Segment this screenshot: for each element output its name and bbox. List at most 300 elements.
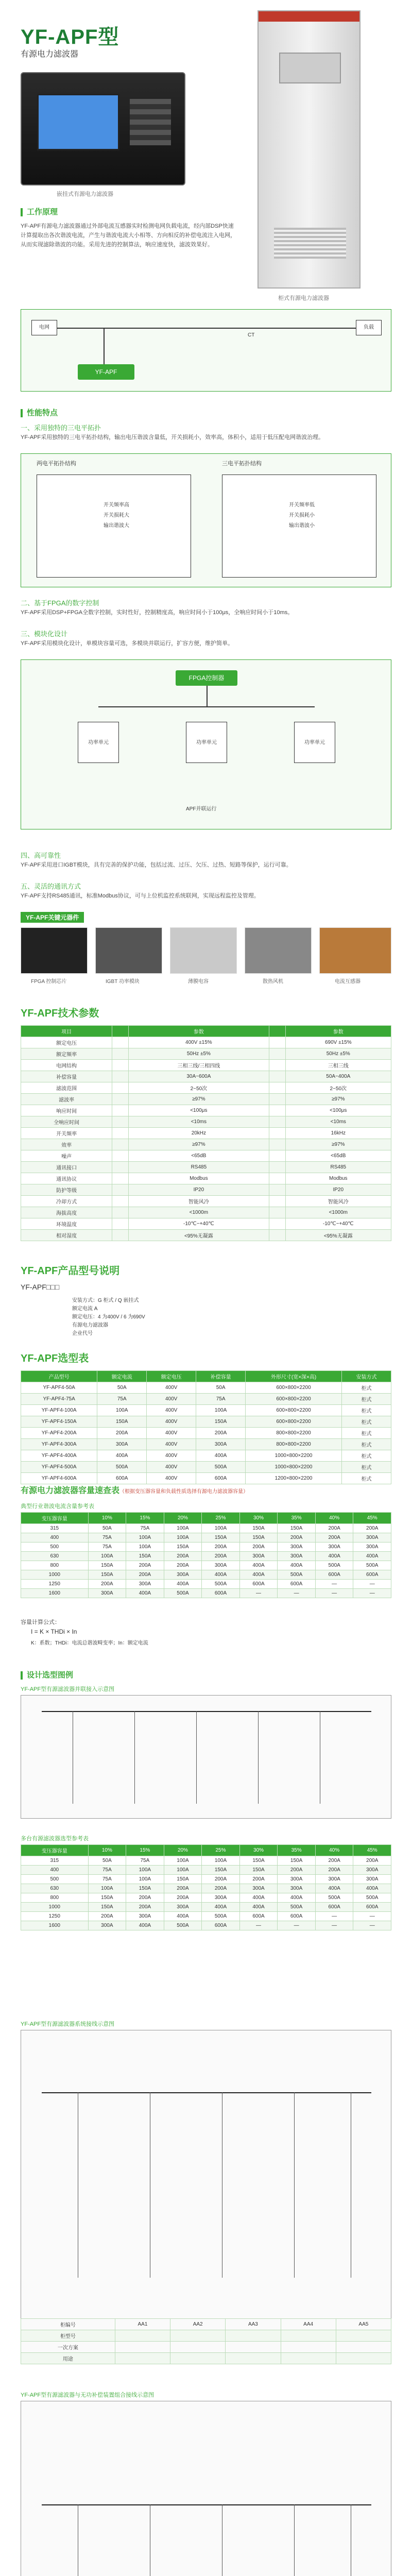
table-cell: 柜式 [341, 1450, 391, 1462]
part-caption: IGBT 功率模块 [106, 979, 140, 985]
table-cell: 200A [164, 1552, 202, 1561]
table-row [21, 1561, 391, 1570]
table-cell: 柜式 [341, 1439, 391, 1450]
table-row [21, 1060, 391, 1071]
table-cell: 柜式 [341, 1382, 391, 1394]
table-cell: 50A [97, 1382, 147, 1394]
table-cell: 效率 [21, 1139, 112, 1150]
table-cell: 400V [147, 1473, 196, 1484]
dsg-header-row [21, 1845, 391, 1856]
feature4-text: YF-APF采用进口IGBT模块，具有完善的保护功能，包括过流、过压、欠压、过热、短路等保护，运行可靠。 [21, 862, 292, 868]
table-cell: -10℃~+40℃ [129, 1218, 269, 1230]
table-cell [112, 1116, 129, 1128]
table-cell: 500A [353, 1893, 391, 1903]
cfg-th: 40% [315, 1513, 353, 1524]
table-cell: ≥97% [129, 1094, 269, 1105]
table-cell: YF-APF4-50A [21, 1382, 97, 1394]
table-row [21, 1094, 391, 1105]
table-cell: 300A [278, 1884, 316, 1893]
table-cell: IP20 [129, 1184, 269, 1196]
single-line-diagram-3 [21, 2401, 391, 2576]
ct-label: CT [248, 332, 255, 338]
table-cell: 600A [353, 1903, 391, 1912]
table-cell: 150A [164, 1543, 202, 1552]
model-line: 企业代号 [72, 1331, 93, 1336]
table-cell: 柜式 [341, 1394, 391, 1405]
part-photo-capacitor [170, 927, 237, 974]
table-cell: 630 [21, 1552, 89, 1561]
table-cell: 柜式 [341, 1416, 391, 1428]
dsg-th: 35% [278, 1845, 316, 1856]
table-cell: <100μs [285, 1105, 391, 1116]
part-photo-ct [319, 927, 391, 974]
table-cell: 300A [126, 1580, 164, 1589]
table-cell: 200A [88, 1912, 126, 1921]
table-cell: 600A [239, 1580, 278, 1589]
table-cell: 150A [239, 1866, 278, 1875]
table-row [21, 1921, 391, 1930]
table-cell: — [278, 1589, 316, 1598]
table-cell: 100A [97, 1405, 147, 1416]
table-cell: 滤波范围 [21, 1082, 112, 1094]
table-cell [112, 1184, 129, 1196]
table-cell [112, 1150, 129, 1162]
table-cell [112, 1139, 129, 1150]
feature5-text: YF-APF支持RS485通讯，标准Modbus协议，可与上位机监控系统联网，实现远程监控及管理。 [21, 893, 260, 899]
table-row [21, 1105, 391, 1116]
table-row [21, 1893, 391, 1903]
table-cell: 200A [164, 1884, 202, 1893]
tech-table [21, 1025, 391, 1241]
table-cell: 600×800×2200 [246, 1416, 342, 1428]
table-cell: 200A [126, 1561, 164, 1570]
table-row [21, 1071, 391, 1082]
table-cell [112, 1162, 129, 1173]
cfg-th: 20% [164, 1513, 202, 1524]
table-cell: 电网结构 [21, 1060, 112, 1071]
dsg-th: 20% [164, 1845, 202, 1856]
table-cell: 600×800×2200 [246, 1382, 342, 1394]
table-cell: 300A [278, 1543, 316, 1552]
table-cell: 1000 [21, 1570, 89, 1580]
table-cell: 400A [239, 1903, 278, 1912]
cfg-th: 25% [202, 1513, 240, 1524]
table-cell: 100A [126, 1866, 164, 1875]
table-cell: 400 [21, 1533, 89, 1543]
diag1-title: YF-APF型有源滤波器并联接入示意图 [21, 1686, 115, 1692]
table-cell: 75A [88, 1543, 126, 1552]
table-cell [112, 1048, 129, 1060]
cab-label: 柜型号 [21, 2330, 115, 2342]
dsg-th: 变压器容量 [21, 1845, 89, 1856]
table-cell: YF-APF4-400A [21, 1450, 97, 1462]
table-cell: 400V [147, 1462, 196, 1473]
table-cell: RS485 [129, 1162, 269, 1173]
table-cell: 300A [315, 1875, 353, 1884]
table-cell: 300A [202, 1561, 240, 1570]
table-cell: 500A [164, 1921, 202, 1930]
table-row [21, 1405, 391, 1416]
table-cell: 1600 [21, 1589, 89, 1598]
table-cell: 400V [147, 1450, 196, 1462]
tech-body [21, 1037, 391, 1241]
table-row [21, 1875, 391, 1884]
table-cell: IP20 [285, 1184, 391, 1196]
table-cell: 200A [126, 1893, 164, 1903]
table-cell: 50A [196, 1382, 246, 1394]
cab-label: 一次方案 [21, 2342, 115, 2353]
table-cell: ≥97% [129, 1139, 269, 1150]
product-image-cabinet [258, 10, 360, 289]
table-cell: 200A [202, 1875, 240, 1884]
table-cell: — [239, 1589, 278, 1598]
cab-id: AA3 [226, 2319, 281, 2330]
table-cell: 400A [278, 1893, 316, 1903]
table-cell: 通讯协议 [21, 1173, 112, 1184]
table-cell: 100A [164, 1866, 202, 1875]
product-image-embedded [21, 72, 185, 185]
sel-th: 补偿容量 [196, 1371, 246, 1382]
table-cell: RS485 [285, 1162, 391, 1173]
table-cell [269, 1173, 285, 1184]
config-heading-text: 有源电力滤波器容量速查表 [21, 1486, 120, 1495]
table-cell: 智能风冷 [129, 1196, 269, 1207]
table-cell: 300A [88, 1589, 126, 1598]
table-cell: 150A [202, 1533, 240, 1543]
table-row [21, 1543, 391, 1552]
table-cell: YF-APF4-200A [21, 1428, 97, 1439]
table-row [21, 1162, 391, 1173]
table-cell: <1000m [129, 1207, 269, 1218]
table-cell: 100A [202, 1856, 240, 1866]
table-row [21, 1416, 391, 1428]
section-heading-design [21, 1669, 73, 1680]
tech-th [112, 1026, 129, 1037]
feature3-text: YF-APF采用模块化设计，单模块容量可选，多模块并联运行，扩容方便，维护简单。 [21, 640, 234, 647]
formula: I = K × THDi × In [31, 1628, 77, 1635]
table-cell: 200A [126, 1903, 164, 1912]
table-cell [269, 1230, 285, 1241]
page-title: YF-APF型 [21, 26, 119, 48]
table-cell: 200A [239, 1543, 278, 1552]
table-cell [112, 1037, 129, 1048]
table-cell: YF-APF4-600A [21, 1473, 97, 1484]
principle-paragraph: YF-APF有源电力滤波器通过外部电流互感器实时检测电网负载电流，经内部DSP快速计算提取出各次谐波电流，产生与谐波电流大小相等、方向相反的补偿电流注入电网，从而实现滤除谐波的功能。采用先进的控制算法，响应速度快，滤波效果好。 [21, 223, 236, 248]
selection-heading: YF-APF选型表 [21, 1353, 89, 1364]
table-cell: 300A [278, 1875, 316, 1884]
table-cell: <1000m [285, 1207, 391, 1218]
table-cell: 400A [353, 1884, 391, 1893]
table-cell: 200A [126, 1570, 164, 1580]
table-cell: 补偿容量 [21, 1071, 112, 1082]
feeder [294, 2092, 295, 2278]
table-cell: 环境温度 [21, 1218, 112, 1230]
feature2-title: 二、基于FPGA的数字控制 [21, 599, 99, 607]
table-cell: 100A [126, 1543, 164, 1552]
feature3-title: 三、模块化设计 [21, 630, 68, 638]
table-cell: <95%无凝露 [129, 1230, 269, 1241]
table-cell: 柜式 [341, 1405, 391, 1416]
table-cell: 150A [239, 1856, 278, 1866]
table-cell [269, 1207, 285, 1218]
table-row [21, 1570, 391, 1580]
table-row [21, 1439, 391, 1450]
table-cell: 300A [239, 1552, 278, 1561]
table-cell: — [353, 1912, 391, 1921]
table-cell [112, 1071, 129, 1082]
table-cell: <10ms [285, 1116, 391, 1128]
table-row [21, 1048, 391, 1060]
table-cell: 400A [278, 1561, 316, 1570]
table-cell: — [315, 1921, 353, 1930]
feature5-title: 五、灵活的通讯方式 [21, 883, 81, 890]
table-cell: 400V ±15% [129, 1037, 269, 1048]
table-cell: 额定电压 [21, 1037, 112, 1048]
table-cell: 200A [202, 1552, 240, 1561]
table-cell: 690V ±15% [285, 1037, 391, 1048]
cab-id: AA5 [336, 2319, 391, 2330]
table-cell: 300A [126, 1912, 164, 1921]
table-cell: 150A [196, 1416, 246, 1428]
table-cell: 800×800×2200 [246, 1439, 342, 1450]
table-cell: 噪声 [21, 1150, 112, 1162]
right-item: 开关频率低 [289, 502, 315, 508]
table-cell [269, 1082, 285, 1094]
table-cell: 150A [239, 1533, 278, 1543]
table-cell: 150A [88, 1893, 126, 1903]
table-cell: 500A [202, 1580, 240, 1589]
power-unit-3: 功率单元 [294, 722, 335, 763]
table-cell: 400V [147, 1428, 196, 1439]
model-line: 安装方式：G 柜式 / Q 嵌挂式 [72, 1298, 139, 1303]
table-row [21, 1428, 391, 1439]
table-cell [269, 1048, 285, 1060]
tech-th [269, 1026, 285, 1037]
fpga-branch-line [98, 706, 315, 707]
table-cell: 2~50次 [285, 1082, 391, 1094]
table-cell: 400A [202, 1903, 240, 1912]
table-cell [269, 1094, 285, 1105]
table-cell: 315 [21, 1856, 89, 1866]
table-cell: 100A [202, 1524, 240, 1533]
table-cell [112, 1128, 129, 1139]
table-cell: 柜式 [341, 1428, 391, 1439]
table-cell: 150A [88, 1561, 126, 1570]
table-cell: 300A [353, 1543, 391, 1552]
table-cell: 500A [97, 1462, 147, 1473]
table-cell: 150A [88, 1570, 126, 1580]
cabinet-top-strip [259, 11, 359, 22]
table-cell: 600A [278, 1580, 316, 1589]
table-cell: 400A [164, 1580, 202, 1589]
heading-bar [21, 1671, 23, 1680]
table-row [21, 1394, 391, 1405]
feeder [294, 2504, 295, 2576]
table-cell: 50Hz ±5% [129, 1048, 269, 1060]
product-screen [37, 94, 119, 150]
table-cell: 50A~400A [285, 1071, 391, 1082]
fpga-down-line [207, 686, 208, 706]
table-cell [269, 1184, 285, 1196]
table-cell [269, 1162, 285, 1173]
cfg-th: 35% [278, 1513, 316, 1524]
table-cell: 200A [353, 1524, 391, 1533]
cfg-body [21, 1524, 391, 1598]
design-table [21, 1844, 391, 1930]
table-cell: 200A [315, 1856, 353, 1866]
table-cell [112, 1094, 129, 1105]
table-cell: 200A [196, 1428, 246, 1439]
table-cell: — [239, 1921, 278, 1930]
table-cell: 400A [239, 1570, 278, 1580]
table-cell: 开关频率 [21, 1128, 112, 1139]
table-cell: 800 [21, 1893, 89, 1903]
table-cell: — [315, 1589, 353, 1598]
cab-label: 柜编号 [21, 2319, 115, 2330]
table-cell: 200A [315, 1866, 353, 1875]
table-cell: 400A [315, 1552, 353, 1561]
table-cell: 500A [202, 1912, 240, 1921]
topology-compare [21, 453, 391, 587]
cabinet-table-1 [21, 2318, 391, 2364]
part-caption: 散热风机 [263, 979, 283, 985]
model-code: YF-APF□□□ [21, 1283, 60, 1291]
table-row [21, 1884, 391, 1893]
table-cell: 200A [239, 1875, 278, 1884]
table-cell: 100A [196, 1405, 246, 1416]
table-cell: 200A [202, 1884, 240, 1893]
table-cell: 600A [196, 1473, 246, 1484]
table-cell: 100A [164, 1533, 202, 1543]
table-cell: 200A [164, 1893, 202, 1903]
cab-id: AA1 [115, 2319, 170, 2330]
table-cell: 75A [196, 1394, 246, 1405]
table-row [21, 1184, 391, 1196]
table-cell: 500 [21, 1543, 89, 1552]
table-cell: 150A [278, 1856, 316, 1866]
table-cell: 100A [88, 1884, 126, 1893]
table-cell: 400A [202, 1570, 240, 1580]
table-cell: 100A [88, 1552, 126, 1561]
table-cell: 800 [21, 1561, 89, 1570]
table-cell: 200A [278, 1866, 316, 1875]
table-cell: 630 [21, 1884, 89, 1893]
table-cell: 冷却方式 [21, 1196, 112, 1207]
table-cell: 防护等级 [21, 1184, 112, 1196]
table-cell [269, 1218, 285, 1230]
table-cell: 30A~600A [129, 1071, 269, 1082]
table-cell: 400 [21, 1866, 89, 1875]
left-item: 开关频率高 [104, 502, 129, 508]
bus-line [57, 328, 356, 329]
table-cell: -10℃~+40℃ [285, 1218, 391, 1230]
branch-line [104, 328, 105, 364]
table-cell: 滤波率 [21, 1094, 112, 1105]
table-cell: 50A [88, 1524, 126, 1533]
table-cell: 300A [164, 1903, 202, 1912]
page-subtitle: 有源电力滤波器 [21, 50, 79, 59]
table-cell: 400A [126, 1921, 164, 1930]
table-cell: 300A [164, 1570, 202, 1580]
table-row [21, 1524, 391, 1533]
principle-diagram [21, 309, 391, 392]
table-row [21, 1128, 391, 1139]
table-cell: 400V [147, 1439, 196, 1450]
table-row [21, 1903, 391, 1912]
sel-th: 额定电流 [97, 1371, 147, 1382]
model-line: 额定电压：4 为400V / 6 为690V [72, 1314, 145, 1320]
table-cell: 75A [126, 1856, 164, 1866]
table-cell: 600A [353, 1570, 391, 1580]
part-photo-fan [245, 927, 312, 974]
table-cell: 三相三线 [285, 1060, 391, 1071]
part-caption: 电流互感器 [335, 979, 360, 985]
busbar [42, 2504, 371, 2505]
compare-right-title: 三电平拓扑结构 [222, 461, 262, 467]
table-row [21, 1589, 391, 1598]
feeder [196, 1711, 197, 1804]
table-cell [269, 1139, 285, 1150]
table-cell: 300A [88, 1921, 126, 1930]
table-cell: 500A [315, 1561, 353, 1570]
table-cell [269, 1196, 285, 1207]
feeder [134, 1711, 135, 1804]
table-cell: — [353, 1921, 391, 1930]
table-cell: 600×800×2200 [246, 1405, 342, 1416]
model-heading: YF-APF产品型号说明 [21, 1265, 120, 1277]
table-row [21, 1912, 391, 1921]
table-cell: ≥97% [285, 1139, 391, 1150]
table-cell: 20kHz [129, 1128, 269, 1139]
table-cell [112, 1230, 129, 1241]
table-cell: <100μs [129, 1105, 269, 1116]
table-cell: 200A [97, 1428, 147, 1439]
table-cell: 500A [196, 1462, 246, 1473]
table-cell: 智能风冷 [285, 1196, 391, 1207]
table-cell: <65dB [129, 1150, 269, 1162]
dsg-th: 45% [353, 1845, 391, 1856]
table-cell: 150A [97, 1416, 147, 1428]
tech-th: 参数 [129, 1026, 269, 1037]
table-row [21, 1552, 391, 1561]
feature1-title: 一、采用独特的三电平拓扑 [21, 424, 101, 432]
feature1-text: YF-APF采用独特的三电平拓扑结构，输出电压谐波含量低，开关损耗小，效率高，体积小，适用于低压配电网谐波治理。 [21, 434, 324, 440]
table-cell: 150A [202, 1866, 240, 1875]
table-cell: 300A [239, 1884, 278, 1893]
table-cell: 500A [278, 1570, 316, 1580]
part-photo-igbt [95, 927, 162, 974]
power-unit-1: 功率单元 [78, 722, 119, 763]
cfg-th: 10% [88, 1513, 126, 1524]
table-cell: YF-APF4-75A [21, 1394, 97, 1405]
cab-id: AA4 [281, 2319, 336, 2330]
part-caption: 薄膜电容 [188, 979, 209, 985]
table-cell [269, 1150, 285, 1162]
table-cell: 1250 [21, 1912, 89, 1921]
apf-box: YF-APF [78, 364, 134, 380]
model-line: 额定电流 A [72, 1306, 98, 1312]
table-row [21, 1082, 391, 1094]
table-cell: 响应时间 [21, 1105, 112, 1116]
model-line: 有源电力滤波器 [72, 1323, 108, 1328]
table-cell: 150A [126, 1884, 164, 1893]
cab-id: AA2 [170, 2319, 226, 2330]
table-row [21, 1856, 391, 1866]
sel-th: 额定电压 [147, 1371, 196, 1382]
table-row [21, 1450, 391, 1462]
table-cell: 300A [278, 1552, 316, 1561]
table-cell: 海拔高度 [21, 1207, 112, 1218]
